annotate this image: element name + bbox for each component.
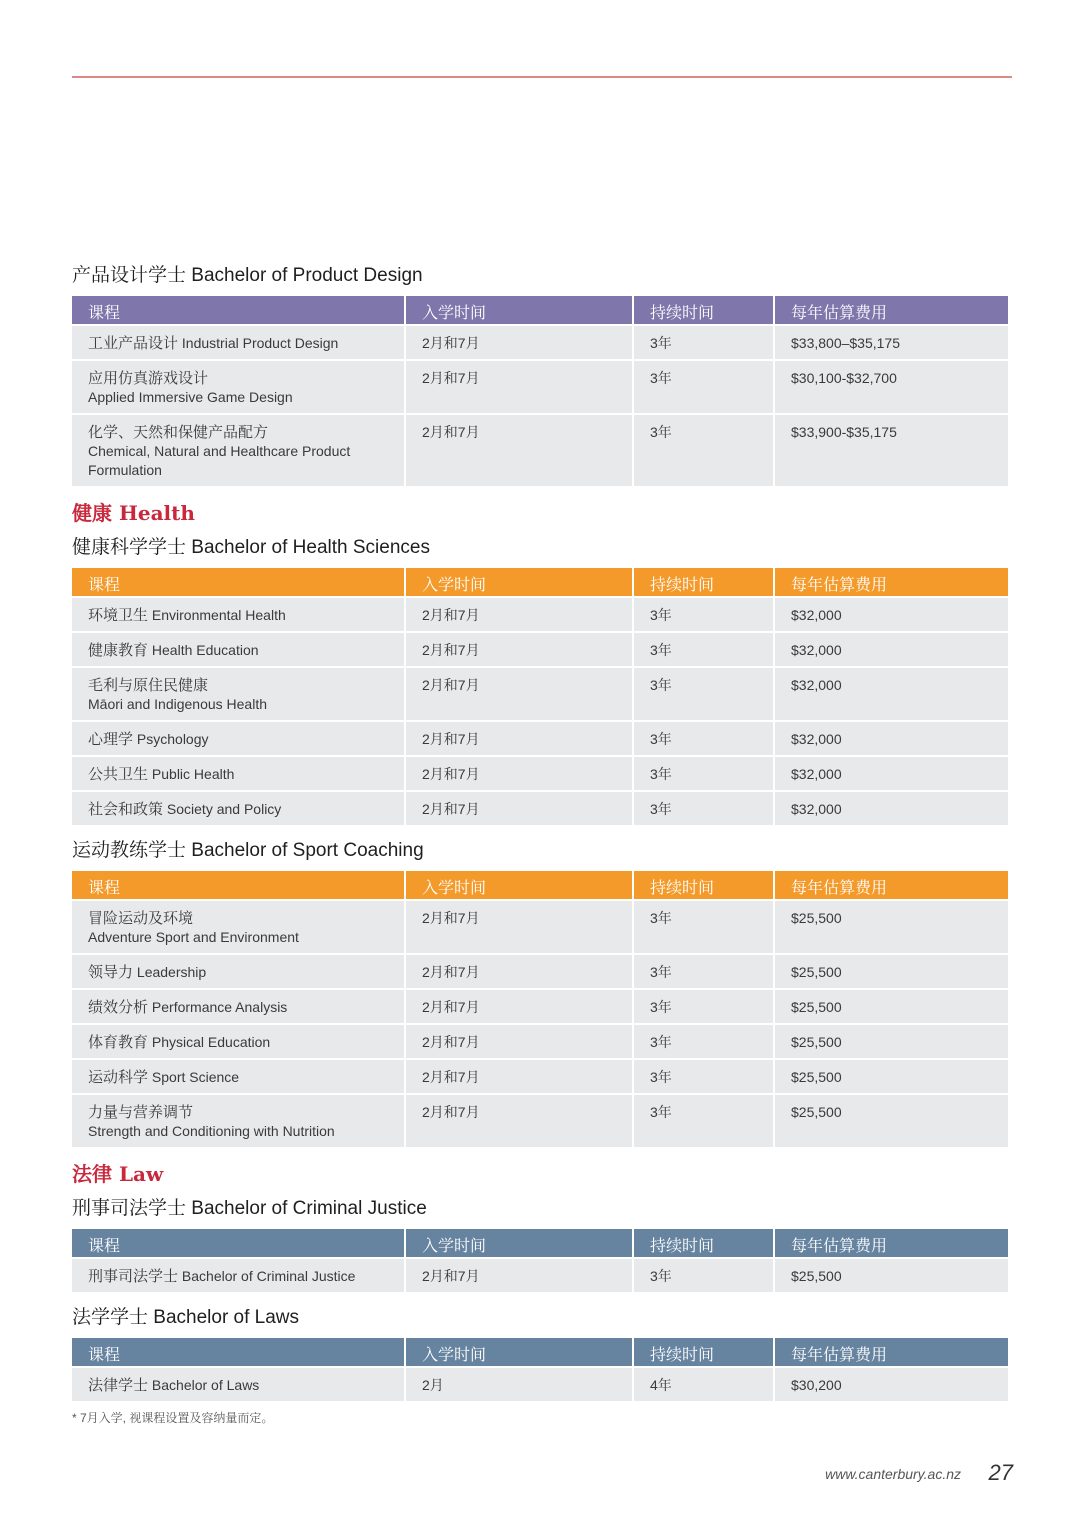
header-fee: 每年估算费用 [775, 1229, 1008, 1257]
intake-cell: 2月和7月 [406, 1025, 632, 1058]
degree-title: 刑事司法学士 Bachelor of Criminal Justice [72, 1198, 427, 1219]
course-name-zh: 环境卫生 [88, 606, 149, 624]
course-name-zh: 社会和政策 [88, 800, 164, 818]
duration-cell: 3年 [634, 1025, 773, 1058]
degree-title: 产品设计学士 Bachelor of Product Design [72, 265, 423, 286]
degree-title: 健康科学学士 Bachelor of Health Sciences [72, 537, 430, 558]
header-course: 课程 [72, 1229, 404, 1257]
intake-cell: 2月和7月 [406, 1095, 632, 1147]
course-name-zh: 体育教育 [88, 1033, 149, 1051]
top-rule [72, 76, 1012, 78]
duration-cell: 3年 [634, 792, 773, 825]
table-row [72, 361, 1008, 413]
header-fee: 每年估算费用 [775, 568, 1008, 596]
intake-cell: 2月和7月 [406, 415, 632, 486]
course-name-zh: 冒险运动及环境 [88, 909, 194, 927]
course-name-en: Māori and Indigenous Health [88, 696, 268, 712]
course-name-en: Health Education [151, 642, 259, 658]
course-name-zh: 工业产品设计 [88, 334, 179, 352]
intake-cell: 2月和7月 [406, 1259, 632, 1292]
table-row [72, 598, 1008, 631]
table-row [72, 792, 1008, 825]
course-table [70, 1227, 1010, 1294]
header-duration: 持续时间 [634, 1229, 773, 1257]
duration-cell: 3年 [634, 668, 773, 720]
page-number: 27 [988, 1460, 1013, 1485]
duration-cell: 3年 [634, 1060, 773, 1093]
header-intake: 入学时间 [406, 1338, 632, 1366]
course-name-zh: 绩效分析 [88, 998, 149, 1016]
fee-cell: $25,500 [775, 990, 1008, 1023]
header-duration: 持续时间 [634, 871, 773, 899]
course-name-zh: 健康教育 [88, 641, 149, 659]
footer-url[interactable]: www.canterbury.ac.nz [825, 1466, 961, 1482]
fee-cell: $25,500 [775, 1259, 1008, 1292]
course-cell [72, 1060, 404, 1093]
course-cell [72, 326, 404, 359]
duration-cell: 3年 [634, 722, 773, 755]
header-duration: 持续时间 [634, 568, 773, 596]
footnote: * 7月入学, 视课程设置及容纳量而定。 [72, 1411, 274, 1425]
course-name-en: Physical Education [151, 1034, 271, 1050]
fee-cell: $32,000 [775, 722, 1008, 755]
table-header-row [72, 568, 1008, 596]
intake-cell: 2月 [406, 1368, 632, 1401]
course-name-en: Society and Policy [166, 801, 282, 817]
duration-cell: 3年 [634, 326, 773, 359]
course-name-zh: 心理学 [88, 730, 134, 748]
course-name-en: Environmental Health [151, 607, 286, 623]
duration-cell: 4年 [634, 1368, 773, 1401]
course-name-zh: 力量与营养调节 [88, 1103, 194, 1121]
duration-cell: 3年 [634, 990, 773, 1023]
course-name-en: Psychology [136, 731, 209, 747]
course-name-en: Adventure Sport and Environment [88, 929, 299, 945]
header-intake: 入学时间 [406, 1229, 632, 1257]
course-name-en: Applied Immersive Game Design [88, 389, 293, 405]
course-name-zh: 运动科学 [88, 1068, 149, 1086]
section-heading: 健康 Health [72, 501, 195, 525]
duration-cell: 3年 [634, 1095, 773, 1147]
table-row [72, 1095, 1008, 1147]
header-intake: 入学时间 [406, 296, 632, 324]
intake-cell: 2月和7月 [406, 955, 632, 988]
intake-cell: 2月和7月 [406, 361, 632, 413]
duration-cell: 3年 [634, 598, 773, 631]
header-course: 课程 [72, 296, 404, 324]
course-name-en: Strength and Conditioning with Nutrition [88, 1123, 335, 1139]
course-cell [72, 990, 404, 1023]
table-row [72, 722, 1008, 755]
course-name-en: Chemical, Natural and Healthcare Product Formulation [88, 443, 351, 478]
fee-cell: $25,500 [775, 1025, 1008, 1058]
fee-cell: $25,500 [775, 1060, 1008, 1093]
table-row [72, 955, 1008, 988]
fee-cell: $33,800–$35,175 [775, 326, 1008, 359]
course-table [70, 294, 1010, 488]
course-cell [72, 722, 404, 755]
fee-cell: $25,500 [775, 1095, 1008, 1147]
course-name-zh: 应用仿真游戏设计 [88, 369, 209, 387]
course-name-zh: 化学、天然和保健产品配方 [88, 423, 269, 441]
course-cell [72, 1025, 404, 1058]
fee-cell: $32,000 [775, 668, 1008, 720]
fee-cell: $32,000 [775, 757, 1008, 790]
course-name-en: Leadership [136, 964, 207, 980]
duration-cell: 3年 [634, 1259, 773, 1292]
course-cell [72, 361, 404, 413]
course-name-zh: 公共卫生 [88, 765, 149, 783]
course-name-en: Public Health [151, 766, 235, 782]
table-row [72, 901, 1008, 953]
intake-cell: 2月和7月 [406, 757, 632, 790]
degree-title: 运动教练学士 Bachelor of Sport Coaching [72, 840, 424, 861]
course-name-zh: 毛利与原住民健康 [88, 676, 209, 694]
fee-cell: $30,200 [775, 1368, 1008, 1401]
course-name-en: Bachelor of Criminal Justice [181, 1268, 356, 1284]
duration-cell: 3年 [634, 415, 773, 486]
duration-cell: 3年 [634, 955, 773, 988]
header-course: 课程 [72, 871, 404, 899]
intake-cell: 2月和7月 [406, 792, 632, 825]
header-intake: 入学时间 [406, 568, 632, 596]
table-header-row [72, 296, 1008, 324]
table-header-row [72, 871, 1008, 899]
header-fee: 每年估算费用 [775, 296, 1008, 324]
intake-cell: 2月和7月 [406, 633, 632, 666]
intake-cell: 2月和7月 [406, 668, 632, 720]
table-header-row [72, 1338, 1008, 1366]
table-row [72, 326, 1008, 359]
course-cell [72, 757, 404, 790]
course-name-en: Performance Analysis [151, 999, 288, 1015]
section-heading: 法律 Law [72, 1162, 164, 1186]
table-row [72, 415, 1008, 486]
table-row [72, 1259, 1008, 1292]
header-duration: 持续时间 [634, 1338, 773, 1366]
intake-cell: 2月和7月 [406, 326, 632, 359]
table-row [72, 633, 1008, 666]
course-table [70, 566, 1010, 827]
course-name-zh: 法律学士 [88, 1376, 149, 1394]
course-cell [72, 901, 404, 953]
content-area [72, 258, 1012, 1426]
intake-cell: 2月和7月 [406, 901, 632, 953]
table-row [72, 668, 1008, 720]
table-header-row [72, 1229, 1008, 1257]
duration-cell: 3年 [634, 901, 773, 953]
fee-cell: $25,500 [775, 901, 1008, 953]
intake-cell: 2月和7月 [406, 722, 632, 755]
header-course: 课程 [72, 1338, 404, 1366]
course-cell [72, 955, 404, 988]
fee-cell: $33,900-$35,175 [775, 415, 1008, 486]
course-name-en: Bachelor of Laws [151, 1377, 260, 1393]
course-table [70, 1336, 1010, 1403]
course-cell [72, 415, 404, 486]
intake-cell: 2月和7月 [406, 1060, 632, 1093]
course-name-en: Sport Science [151, 1069, 240, 1085]
header-intake: 入学时间 [406, 871, 632, 899]
header-fee: 每年估算费用 [775, 1338, 1008, 1366]
header-fee: 每年估算费用 [775, 871, 1008, 899]
fee-cell: $32,000 [775, 598, 1008, 631]
course-name-zh: 领导力 [88, 963, 134, 981]
course-cell [72, 1259, 404, 1292]
table-row [72, 757, 1008, 790]
duration-cell: 3年 [634, 361, 773, 413]
duration-cell: 3年 [634, 757, 773, 790]
course-cell [72, 633, 404, 666]
course-cell [72, 1095, 404, 1147]
header-course: 课程 [72, 568, 404, 596]
degree-title: 法学学士 Bachelor of Laws [72, 1307, 300, 1328]
intake-cell: 2月和7月 [406, 990, 632, 1023]
course-table [70, 869, 1010, 1149]
course-cell [72, 668, 404, 720]
header-duration: 持续时间 [634, 296, 773, 324]
table-row [72, 1368, 1008, 1401]
table-row [72, 1060, 1008, 1093]
fee-cell: $32,000 [775, 792, 1008, 825]
course-name-zh: 刑事司法学士 [88, 1267, 179, 1285]
table-row [72, 1025, 1008, 1058]
fee-cell: $25,500 [775, 955, 1008, 988]
intake-cell: 2月和7月 [406, 598, 632, 631]
fee-cell: $30,100-$32,700 [775, 361, 1008, 413]
course-cell [72, 1368, 404, 1401]
table-row [72, 990, 1008, 1023]
course-name-en: Industrial Product Design [181, 335, 339, 351]
fee-cell: $32,000 [775, 633, 1008, 666]
course-cell [72, 792, 404, 825]
course-cell [72, 598, 404, 631]
duration-cell: 3年 [634, 633, 773, 666]
